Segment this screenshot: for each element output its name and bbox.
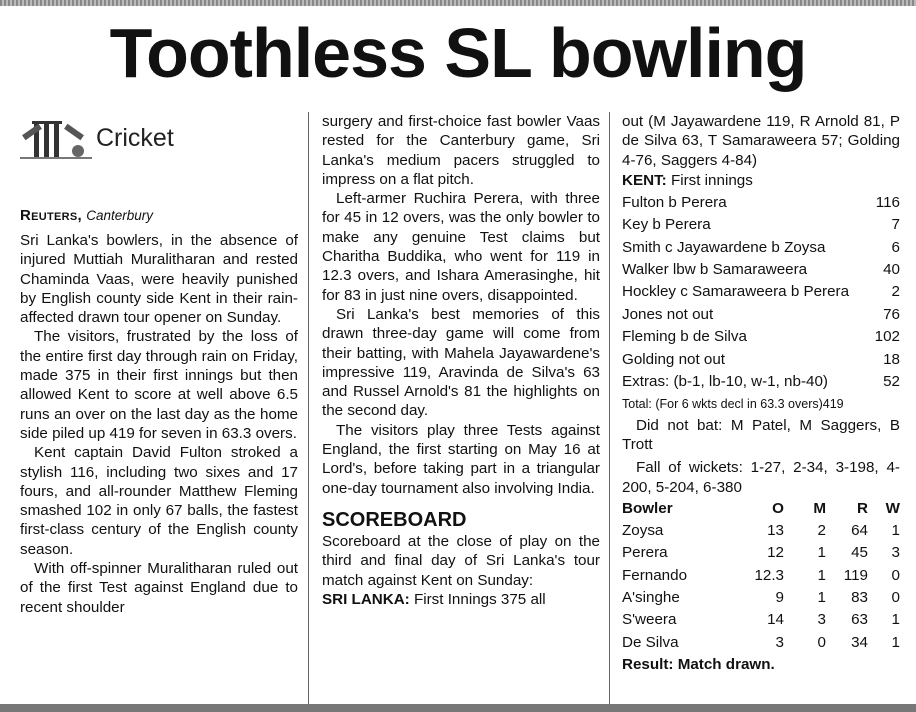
extras-label: Extras: (b-1, lb-10, w-1, nb-40) [622, 373, 828, 391]
bowling-row [622, 519, 900, 541]
batsman-runs: 40 [883, 261, 900, 279]
bowler-name: S'weera [622, 611, 677, 629]
column-divider [308, 112, 309, 704]
bottom-rule [0, 704, 916, 712]
bowling-row [622, 587, 900, 609]
article-paragraph: Left-armer Ruchira Perera, with three for 45 in 12 overs, was the only bowler to make any genuine Test claims but Charitha Buddika, who went for 119 in 12.3 overs, and Ishara Amerasinghe, hit for 83 in just nine overs, disappointed. [322, 190, 600, 304]
bowler-runs: 34 [851, 633, 868, 651]
bowling-header: R [857, 499, 868, 517]
batsman-runs: 102 [874, 328, 900, 346]
batsman-name: Golding not out [622, 350, 726, 368]
bowler-wickets: 0 [891, 589, 900, 607]
section-label: Cricket [96, 124, 174, 153]
batting-row [622, 259, 900, 281]
top-rule [0, 0, 916, 6]
byline-agency: Reuters, [20, 207, 83, 224]
innings-total: Total: (For 6 wkts decl in 63.3 overs)419 [622, 397, 844, 412]
batting-row [622, 349, 900, 371]
batsman-runs: 6 [891, 238, 900, 256]
bowling-header: M [813, 499, 826, 517]
bowling-table [622, 497, 900, 654]
bowler-maidens: 0 [817, 633, 826, 651]
batting-row [622, 214, 900, 236]
bowler-runs: 64 [851, 521, 868, 539]
bowler-runs: 63 [851, 611, 868, 629]
batsman-runs: 116 [875, 193, 900, 211]
bowler-wickets: 1 [891, 633, 900, 651]
match-result: Result: Match drawn. [622, 655, 775, 673]
extras-row [622, 371, 900, 393]
column-3 [622, 112, 900, 676]
bowling-row [622, 542, 900, 564]
batting-row [622, 237, 900, 259]
extras-runs: 52 [883, 373, 900, 391]
bowler-overs: 13 [767, 521, 784, 539]
batsman-name: Walker lbw b Samaraweera [622, 261, 808, 279]
batting-row [622, 304, 900, 326]
batsman-name: Jones not out [622, 305, 714, 323]
byline [20, 206, 298, 225]
cricket-stumps-icon [20, 117, 92, 161]
kent-text: First innings [666, 171, 753, 189]
bowling-header: W [885, 499, 900, 517]
article-paragraph: The visitors play three Tests against England, the first starting on May 16 at Lord's, before taking part in a triangular one-day tournament also involving India. [322, 421, 600, 497]
byline-place: Canterbury [86, 208, 153, 223]
column-1 [20, 112, 298, 617]
bowling-header: Bowler [622, 499, 673, 517]
kent-innings-heading [622, 170, 900, 192]
bowler-wickets: 3 [891, 544, 900, 562]
batsman-name: Key b Perera [622, 216, 711, 234]
sri-lanka-text: First Innings 375 all [409, 590, 546, 608]
bowler-name: Perera [622, 544, 668, 562]
bowler-runs: 119 [843, 566, 868, 584]
bowling-row [622, 564, 900, 586]
bowler-maidens: 1 [817, 544, 826, 562]
fall-of-wickets: Fall of wickets: 1-27, 2-34, 3-198, 4-200, 5-204, 6-380 [622, 459, 900, 496]
batsman-runs: 7 [891, 216, 900, 234]
batsman-name: Hockley c Samaraweera b Perera [622, 283, 850, 301]
bowler-maidens: 1 [817, 589, 826, 607]
headline: Toothless SL bowling [109, 14, 807, 92]
did-not-bat: Did not bat: M Patel, M Saggers, B Trott [622, 416, 900, 454]
column-2 [322, 112, 600, 609]
bowler-maidens: 1 [817, 566, 826, 584]
article-paragraph: With off-spinner Muralitharan ruled out of the first Test against England due to recent shoulder [20, 560, 298, 616]
article-paragraph: surgery and first-choice fast bowler Vaas rested for the Canterbury game, Sri Lanka's medium pacers struggled to impress on a flat pitch. [322, 113, 600, 188]
scoreboard-intro: Scoreboard at the close of play on the third and final day of Sri Lanka's tour match against Kent on Sunday: [322, 532, 600, 589]
bowling-row [622, 631, 900, 653]
bowler-wickets: 1 [891, 611, 900, 629]
batsman-runs: 2 [891, 283, 900, 301]
bowler-name: Zoysa [622, 521, 664, 539]
bowler-name: De Silva [622, 633, 679, 651]
bowler-wickets: 1 [891, 521, 900, 539]
batting-row [622, 281, 900, 303]
bowler-runs: 45 [851, 544, 868, 562]
article-paragraph: Kent captain David Fulton stroked a stylish 116, including two sixes and 17 fours, and all-rounder Matthew Fleming smashed 102 in only 67 balls, the fastest first-class century of the English county season. [20, 444, 298, 558]
batsman-runs: 76 [883, 305, 900, 323]
article-paragraph: The visitors, frustrated by the loss of the entire first day through rain on Friday, made 375 in their first innings but then allowed Kent to score at well above 6.5 runs an over on the last day as the home side piled up 419 for seven in 63.3 overs. [20, 328, 298, 442]
batsman-runs: 18 [883, 350, 900, 368]
bowler-maidens: 2 [817, 521, 826, 539]
bowling-header: O [772, 499, 784, 517]
batting-row [622, 192, 900, 214]
bowling-row [622, 609, 900, 631]
bowler-overs: 14 [767, 611, 784, 629]
bowling-header-row [622, 497, 900, 519]
section-logo [20, 114, 298, 164]
bowler-name: A'singhe [622, 589, 680, 607]
article-paragraph: Sri Lanka's bowlers, in the absence of injured Muttiah Muralitharan and rested Chaminda Vaas, were heavily punished by English county side Kent in their rain-affected drawn tour opener on Sunday. [20, 232, 298, 327]
bowler-overs: 3 [775, 633, 784, 651]
batting-card [622, 192, 900, 394]
sri-lanka-label: SRI LANKA: [322, 590, 410, 608]
article-paragraph: Sri Lanka's best memories of this drawn three-day game will come from their batting, with Mahela Jayawardene's impressive 119, Aravinda de Silva's 63 and Russel Arnold's 81 the highlights on the second day. [322, 305, 600, 420]
bowler-runs: 83 [851, 589, 868, 607]
sri-lanka-innings [322, 590, 600, 609]
batsman-name: Fulton b Perera [622, 193, 727, 211]
scoreboard-heading: SCOREBOARD [322, 508, 467, 531]
column-divider [609, 112, 610, 704]
bowler-name: Fernando [622, 566, 688, 584]
batting-row [622, 326, 900, 348]
bowler-maidens: 3 [817, 611, 826, 629]
bowler-overs: 12.3 [754, 566, 784, 584]
kent-label: KENT: [622, 171, 667, 189]
batsman-name: Fleming b de Silva [622, 328, 747, 346]
bowler-overs: 12 [767, 544, 784, 562]
bowler-wickets: 0 [891, 566, 900, 584]
sri-lanka-innings-cont: out (M Jayawardene 119, R Arnold 81, P de Silva 63, T Samaraweera 57; Golding 4-76, Saggers 4-84) [622, 113, 900, 169]
bowler-overs: 9 [775, 589, 784, 607]
batsman-name: Smith c Jayawardene b Zoysa [622, 238, 826, 256]
